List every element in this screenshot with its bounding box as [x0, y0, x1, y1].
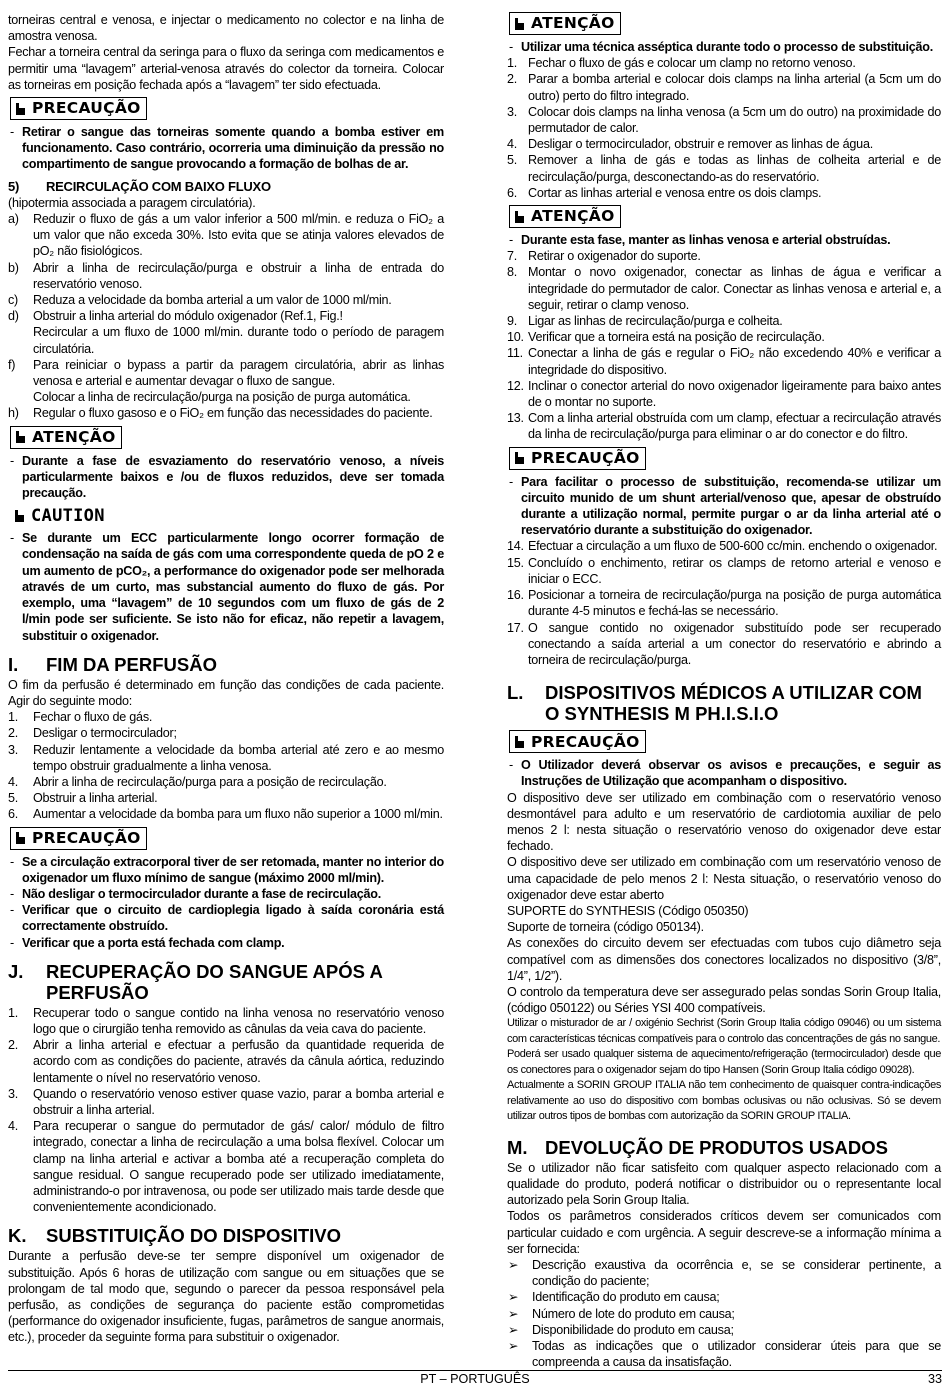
section-text: Poderá ser usado qualquer sistema de aquecimento/refrigeração (termocirculador) desde que os conectores para o oxigenador sejam do tipo Hansen (Sorin Group Italia código 09028). [507, 1048, 941, 1076]
section-letter: K. [8, 1225, 27, 1247]
list-item: 4. Desligar o termocirculador, obstruir e remover as linhas de água. [507, 137, 873, 152]
list-item: 17. O sangue contido no oxigenador substituído pode ser recuperado conectando a saída arterial a um conector do reservatório e abrindo a torneira de recirculação/purga. [507, 620, 941, 667]
left-column [8, 12, 444, 1346]
precaution-text: - Não desligar o termocirculador durante a fase de recirculação. [8, 886, 444, 902]
precaution-text: - Se a circulação extracorporal tiver de ser retomada, manter no interior do oxigenador um fluxo mínimo de sangue (máximo 2000 ml/min). [8, 854, 444, 886]
attention-text: - Durante esta fase, manter as linhas venosa e arterial obstruídas. [507, 232, 941, 248]
pointing-hand-icon [13, 509, 26, 523]
procedure-list [8, 1005, 444, 1216]
precaution-text: - Retirar o sangue das torneiras somente quando a bomba estiver em funcionamento. Caso contrário, ocorreria uma diminuição da pressão no compartimento de sangue provocando a formação de bolhas de ar. [8, 124, 444, 173]
arrow-bullet-icon: ➢ [508, 1322, 519, 1337]
list-item: 5. Obstruir a linha arterial. [8, 791, 158, 806]
list-item: a) Reduzir o fluxo de gás a um valor inferior a 500 ml/min. e reduza o FiO₂ a um valor que não exceda 30%. Isto evita que se atinja valores elevados de pO₂ não fisiológicos. [8, 212, 444, 259]
precaution-label: PRECAUÇÃO [32, 99, 141, 118]
list-item: c) Reduza a velocidade da bomba arterial a um valor de 1000 ml/min. [8, 293, 392, 308]
list-item: Recircular a um fluxo de 1000 ml/min. durante todo o período de paragem circulatória. [33, 325, 444, 356]
precaution-badge [10, 97, 147, 120]
bullet-list [507, 1257, 941, 1370]
section-number: 5) [8, 178, 20, 194]
pointing-hand-icon [14, 430, 27, 444]
section-intro: O fim da perfusão é determinado em função das condições de cada paciente. Agir do seguinte modo: [8, 677, 444, 708]
arrow-bullet-icon: ➢ [508, 1306, 519, 1321]
list-item: 16. Posicionar a torneira de recirculação/purga na posição de purga automática durante 4-5 minutos e fechá-las se necessário. [507, 588, 941, 619]
caution-badge [10, 505, 110, 526]
section-text: SUPORTE do SYNTHESIS (Código 050350) [507, 903, 749, 918]
list-item: 7. Retirar o oxigenador do suporte. [507, 249, 701, 264]
precaution-text: - Verificar que a porta está fechada com clamp. [8, 935, 444, 951]
precaution-label: PRECAUÇÃO [531, 732, 640, 751]
arrow-bullet-icon: ➢ [508, 1290, 519, 1305]
list-item: 14. Efectuar a circulação a um fluxo de 500-600 cc/min. enchendo o oxigenador. [507, 539, 938, 554]
list-item: ➢ Disponibilidade do produto em causa; [508, 1322, 734, 1337]
list-item: Colocar a linha de recirculação/purga na posição de purga automática. [33, 390, 411, 405]
section-title: RECIRCULAÇÃO COM BAIXO FLUXO [46, 178, 271, 194]
list-item: f) Para reiniciar o bypass a partir da paragem circulatória, abrir as linhas venosa e arterial e aumentar devagar o fluxo de sangue. [8, 357, 444, 389]
section-text: Suporte de torneira (código 050134). [507, 920, 704, 935]
attention-badge [509, 12, 621, 35]
attention-label: ATENÇÃO [32, 428, 116, 447]
precaution-label: PRECAUÇÃO [531, 449, 640, 468]
section-letter: L. [507, 682, 524, 704]
section-text: Utilizar o misturador de ar / oxigénio Sechrist (Sorin Group Italia código 09046) ou um sistema com características técnicas compatíveis para o controlo das concentrações de gás no sangue. [507, 1017, 941, 1045]
precaution-badge [509, 447, 646, 470]
pointing-hand-icon [513, 451, 526, 465]
list-item: b) Abrir a linha de recirculação/purga e obstruir a linha de entrada do reservatório venoso. [8, 260, 444, 291]
list-item: 15. Concluído o enchimento, retirar os clamps de retorno arterial e venoso e iniciar o ECC. [507, 555, 941, 586]
section-title: RECUPERAÇÃO DO SANGUE APÓS A PERFUSÃO [46, 960, 383, 1003]
list-item: 1. Fechar o fluxo de gás. [8, 710, 153, 725]
precaution-text: - Verificar que o circuito de cardioplegia ligado à saída coronária está correctamente obstruído. [8, 902, 444, 934]
caution-text: - Se durante um ECC particularmente longo ocorrer formação de condensação na saída de gás com uma correspondente queda de pO 2 e um aumento de pCO₂, a performance do oxigenador pode ser melhorada através de um curto, mas substancial aumento do fluxo de gás. Por exemplo, uma “lavagem” de 10 segundos com um fluxo de gás de 2 l/min pode ser suficiente. Se isto não for eficaz, não repetir a lavagem, substituir o oxigenador. [8, 530, 444, 643]
list-item: 12. Inclinar o conector arterial do novo oxigenador ligeiramente para baixo antes de o montar no suporte. [507, 378, 941, 410]
pointing-hand-icon [513, 210, 526, 224]
section-heading [507, 1137, 941, 1158]
procedure-list [507, 248, 941, 442]
section-letter: I. [8, 653, 19, 675]
section-text: Durante a perfusão deve-se ter sempre disponível um oxigenador de substituição. Após 6 horas de utilização com sangue ou em situações que se prolongam de tal modo que, segundo o parecer da pessoa responsável pela perfusão, as condições de segurança do paciente estão comprometidas (performance do oxigenador insuficiente, fugas, parâmetros de sangue anormais, etc.), proceder da seguinte forma para substituir o oxigenador. [8, 1249, 444, 1345]
list-item: 2. Parar a bomba arterial e colocar dois clamps na linha arterial (a 5cm um do outro) perto do filtro integrado. [507, 72, 941, 103]
list-item: 13. Com a linha arterial obstruída com um clamp, efectuar a recirculação através da linha de recirculação/purga para eliminar o ar do conector e do filtro. [507, 411, 941, 442]
right-column [507, 12, 941, 1371]
section-title: SUBSTITUIÇÃO DO DISPOSITIVO [46, 1225, 341, 1247]
section-letter: M. [507, 1136, 528, 1158]
section-title: DEVOLUÇÃO DE PRODUTOS USADOS [545, 1136, 888, 1158]
section-heading [8, 961, 444, 1003]
list-item: 9. Ligar as linhas de recirculação/purga e colheita. [507, 314, 783, 329]
section-text: Actualmente a SORIN GROUP ITALIA não tem conhecimento de quaisquer contra-indicações relativamente ao uso do dispositivo com bombas oclusivas ou não oclusivas. Só se devem utilizar outros tipos de bombas com autorização da SORIN GROUP ITALIA. [507, 1079, 941, 1123]
attention-badge [509, 205, 621, 228]
list-item: 2. Desligar o termocirculador; [8, 726, 177, 741]
procedure-list [507, 538, 941, 668]
list-item: 4. Abrir a linha de recirculação/purga para a posição de recirculação. [8, 774, 387, 789]
attention-label: ATENÇÃO [531, 207, 615, 226]
list-item: d) Obstruir a linha arterial do módulo oxigenador (Ref.1, Fig.! [8, 309, 343, 324]
pointing-hand-icon [14, 831, 27, 845]
procedure-list [507, 55, 941, 201]
procedure-list [8, 709, 444, 822]
section-title: FIM DA PERFUSÃO [46, 653, 217, 675]
list-item: 1. Fechar o fluxo de gás e colocar um clamp no retorno venoso. [507, 56, 856, 71]
precaution-text: - Para facilitar o processo de substituição, recomenda-se utilizar um circuito munido de um shunt arterial/venoso que, apesar de obstruído durante a utilização normal, permite purgar o ar da linha arterial até o reservatório durante a substituição do oxigenador. [507, 474, 941, 539]
section-text: O dispositivo deve ser utilizado em combinação com um reservatório venoso de uma capacidade de pelo menos 2 l: Nesta situação, o reservatório venoso do oxigenador deve estar aberto [507, 855, 941, 902]
section-text: O dispositivo deve ser utilizado em combinação com o reservatório venoso desmontável para adulto e um reservatório de cardiotomia auxiliar de pelo menos 2 l: nesta situação o reservatório venoso do oxigenador deve estar fechado. [507, 790, 941, 854]
attention-text: - Durante a fase de esvaziamento do reservatório venoso, a níveis particularmente baixos e /ou de fluxos reduzidos, deve ser tomada precaução. [8, 453, 444, 502]
attention-text: - Utilizar uma técnica asséptica durante todo o processo de substituição. [507, 39, 941, 55]
precaution-badge [10, 827, 147, 850]
list-item: h) Regular o fluxo gasoso e o FiO₂ em função das necessidades do paciente. [8, 406, 433, 421]
section-heading [8, 179, 444, 195]
list-item: 2. Abrir a linha arterial e efectuar a perfusão da quantidade requerida de acordo com as condições do paciente, através da cânula aórtica, reduzindo lentamente o nível no reservatório venoso. [8, 1038, 444, 1085]
page-number: 33 [927, 1372, 942, 1386]
list-item: 5. Remover a linha de gás e todas as linhas de colheita arterial e de recirculação/purga, desconectando-as do reservatório. [507, 153, 941, 184]
caution-label: CAUTION [31, 505, 105, 526]
precaution-label: PRECAUÇÃO [32, 828, 141, 847]
list-item: 3. Quando o reservatório venoso estiver quase vazio, parar a bomba arterial e obstruir a linha arterial. [8, 1086, 444, 1117]
arrow-bullet-icon: ➢ [508, 1339, 519, 1354]
pointing-hand-icon [14, 102, 27, 116]
list-item: 4. Para recuperar o sangue do permutador de gás/ calor/ módulo de filtro integrado, conectar a linha de recirculação a uma bolsa flexível. Colocar um clamp na linha arterial e activar a bomba até a recuperação completa do sangue residual. O sangue recuperado pode ser utilizado imediatamente, administrando-o por intravenosa, ou pode ser utilizado mais tarde desde que convenientemente acondicionado. [8, 1119, 444, 1215]
section-heading [507, 682, 941, 724]
list-item: ➢ Identificação do produto em causa; [508, 1290, 720, 1305]
section-title: DISPOSITIVOS MÉDICOS A UTILIZAR COM O SYNTHESIS M PH.I.S.I.O [545, 682, 922, 725]
pointing-hand-icon [513, 17, 526, 31]
list-item: 1. Recuperar todo o sangue contido na linha venosa no reservatório venoso logo que o cirurgião tenha removido as cânulas da veia cava do paciente. [8, 1005, 444, 1036]
precaution-badge [509, 730, 646, 753]
list-item: 11. Conectar a linha de gás e regular o FiO₂ não excedendo 40% e verificar a integridade do dispositivo. [507, 346, 941, 377]
section-heading [8, 1225, 444, 1246]
procedure-list [8, 211, 444, 422]
section-heading [8, 654, 444, 675]
intro-paragraph: Fechar a torneira central da seringa para o fluxo da seringa com medicamentos e permitir uma “lavagem” arterial-venosa através do colector da torneira. Colocar as torneiras em posição fechada após a “lavagem” ter sido efectuada. [8, 45, 444, 92]
list-item: 6. Cortar as linhas arterial e venosa entre os dois clamps. [507, 185, 822, 200]
list-item: 3. Colocar dois clamps na linha venosa (a 5cm um do outro) na proximidade do permutador de calor. [507, 104, 941, 136]
attention-label: ATENÇÃO [531, 14, 615, 33]
list-item: 8. Montar o novo oxigenador, conectar as linhas de água e verificar a integridade do permutador de calor. Conectar as linhas venosa e arterial e, a seguir, retirar o clamp venoso. [507, 265, 941, 312]
list-item: 10. Verificar que a torneira está na posição de recirculação. [507, 330, 825, 345]
arrow-bullet-icon: ➢ [508, 1258, 519, 1273]
intro-paragraph: torneiras central e venosa, e injectar o medicamento no colector e na linha de amostra venosa. [8, 13, 444, 44]
section-text: As conexões do circuito devem ser efectuadas com tubos cujo diâmetro seja compatível com as dimensões dos conectores localizados no dispositivo (3/8”, 1/4”, 1/2”). [507, 936, 941, 983]
section-subtitle: (hipotermia associada a paragem circulatória). [8, 195, 256, 210]
section-text: Se o utilizador não ficar satisfeito com qualquer aspecto relacionado com a qualidade do produto, poderá notificar o distribuidor ou o representante local autorizado pela Sorin Group Italia. [507, 1160, 941, 1208]
section-text: O controlo da temperatura deve ser assegurado pelas sondas Sorin Group Italia, (código 050122) ou Séries YSI 400 compatíveis. [507, 984, 941, 1016]
list-item: ➢ Descrição exaustiva da ocorrência e, se se considerar pertinente, a condição do paciente; [508, 1258, 941, 1289]
list-item: 6. Aumentar a velocidade da bomba para um fluxo não superior a 1000 ml/min. [8, 807, 443, 822]
list-item: ➢ Número de lote do produto em causa; [508, 1306, 735, 1321]
precaution-text: - O Utilizador deverá observar os avisos e precauções, e seguir as Instruções de Utilização que acompanham o dispositivo. [507, 757, 941, 789]
section-text: Todos os parâmetros considerados críticos devem ser comunicados com particular cuidado e com urgência. A seguir descreve-se a informação mínima a ser fornecida: [507, 1209, 941, 1256]
footer-language: PT – PORTUGUÊS [420, 1372, 530, 1386]
pointing-hand-icon [513, 735, 526, 749]
attention-badge [10, 426, 122, 449]
page-footer [8, 1370, 942, 1388]
list-item: ➢ Todas as indicações que o utilizador considerar úteis para que se compreenda a causa da insatisfação. [508, 1339, 941, 1370]
section-letter: J. [8, 960, 24, 982]
list-item: 3. Reduzir lentamente a velocidade da bomba arterial até zero e ao mesmo tempo obstruir gradualmente a linha venosa. [8, 742, 444, 773]
